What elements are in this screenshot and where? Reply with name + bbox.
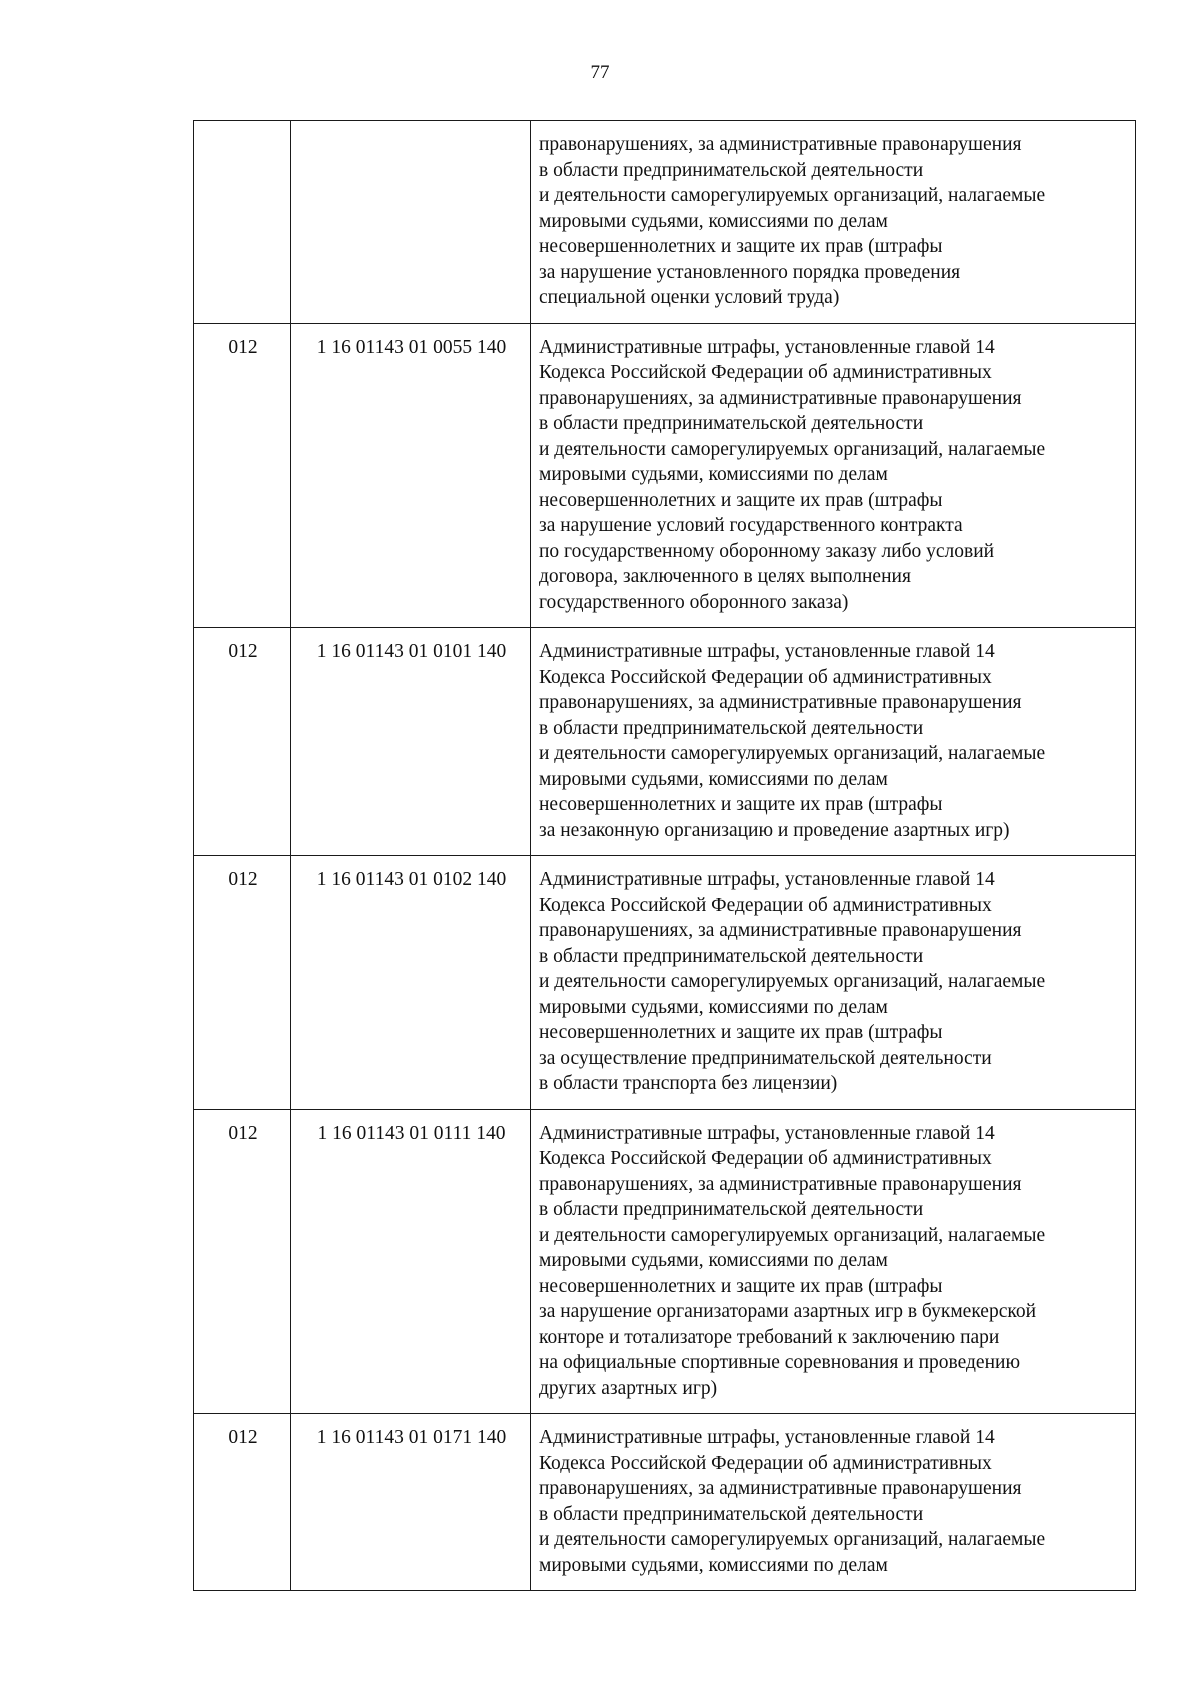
admin-code-cell: 012 (194, 323, 291, 628)
description-line: по государственному оборонному заказу либо условий (539, 540, 995, 562)
description-line: несовершеннолетних и защите их прав (штрафы (539, 1275, 943, 1297)
budget-classification-code-cell: 1 16 01143 01 0102 140 (291, 856, 531, 1110)
description-line: за нарушение организаторами азартных игр в букмекерской (539, 1301, 1037, 1322)
description-line: других азартных игр) (539, 1377, 718, 1399)
description-line: Кодекса Российской Федерации об административных (539, 362, 992, 383)
description-line: несовершеннолетних и защите их прав (штрафы (539, 1022, 943, 1043)
budget-classification-code-cell (291, 121, 531, 324)
description-line: правонарушениях, за административные правонарушения (539, 1478, 1022, 1499)
description-line: несовершеннолетних и защите их прав (штрафы (539, 489, 943, 511)
budget-classification-code-cell: 1 16 01143 01 0111 140 (291, 1109, 531, 1414)
description-line: за нарушение условий государственного контракта (539, 515, 963, 536)
page-number: 77 (590, 62, 610, 83)
description-line: за осуществление предпринимательской деятельности (539, 1047, 992, 1069)
admin-code-cell (194, 121, 291, 324)
budget-classification-code-cell: 1 16 01143 01 0101 140 (291, 628, 531, 856)
description-line: правонарушениях, за административные правонарушения (539, 387, 1022, 409)
table-row (194, 628, 1136, 856)
description-line: и деятельности саморегулируемых организаций, налагаемые (539, 971, 1046, 992)
description-line: в области предпринимательской деятельности (539, 159, 924, 181)
description-line: и деятельности саморегулируемых организаций, налагаемые (539, 438, 1046, 460)
description-line: за незаконную организацию и проведение азартных игр) (539, 819, 1010, 841)
description-line: договора, заключенного в целях выполнения (539, 566, 911, 587)
description-line: в области предпринимательской деятельности (539, 717, 924, 739)
description-line: Кодекса Российской Федерации об административных (539, 666, 992, 688)
description-line: мировыми судьями, комиссиями по делам (539, 768, 888, 790)
budget-classification-code-cell: 1 16 01143 01 0055 140 (291, 323, 531, 628)
description-line: Кодекса Российской Федерации об административных (539, 1148, 992, 1169)
admin-code-cell: 012 (194, 1109, 291, 1414)
admin-code-cell: 012 (194, 856, 291, 1110)
description-line: Административные штрафы, установленные главой 14 (539, 869, 995, 890)
description-line: правонарушениях, за административные правонарушения (539, 1173, 1022, 1195)
description-line: несовершеннолетних и защите их прав (штрафы (539, 236, 943, 257)
table-body (194, 121, 1136, 1591)
description-line: мировыми судьями, комиссиями по делам (539, 464, 888, 485)
description-line: в области предпринимательской деятельности (539, 1199, 924, 1220)
description-line: конторе и тотализаторе требований к заключению пари (539, 1326, 1000, 1348)
description-line: Административные штрафы, установленные главой 14 (539, 336, 995, 358)
description-line: Кодекса Российской Федерации об административных (539, 1452, 992, 1474)
description-line: Административные штрафы, установленные главой 14 (539, 1122, 995, 1144)
description-line: в области предпринимательской деятельности (539, 413, 924, 434)
description-line: и деятельности саморегулируемых организаций, налагаемые (539, 1529, 1046, 1550)
income-description-cell (531, 856, 1136, 1110)
table-row (194, 1109, 1136, 1414)
table-row (194, 121, 1136, 324)
description-line: несовершеннолетних и защите их прав (штрафы (539, 794, 943, 815)
description-line: мировыми судьями, комиссиями по делам (539, 996, 888, 1018)
income-description-cell (531, 1109, 1136, 1414)
description-line: Кодекса Российской Федерации об административных (539, 894, 992, 916)
description-line: и деятельности саморегулируемых организаций, налагаемые (539, 1224, 1046, 1246)
description-line: на официальные спортивные соревнования и проведению (539, 1352, 1021, 1373)
income-description-cell (531, 323, 1136, 628)
budget-classification-code-cell: 1 16 01143 01 0171 140 (291, 1414, 531, 1591)
budget-codes-table (193, 120, 1136, 1591)
admin-code-cell: 012 (194, 628, 291, 856)
description-line: правонарушениях, за административные правонарушения (539, 692, 1022, 713)
description-line: мировыми судьями, комиссиями по делам (539, 210, 888, 232)
income-description-cell (531, 121, 1136, 324)
income-description-cell (531, 628, 1136, 856)
description-line: в области предпринимательской деятельности (539, 1503, 924, 1525)
description-line: специальной оценки условий труда) (539, 287, 840, 308)
income-description-cell (531, 1414, 1136, 1591)
description-line: мировыми судьями, комиссиями по делам (539, 1554, 888, 1576)
description-line: Административные штрафы, установленные главой 14 (539, 641, 995, 662)
description-line: за нарушение установленного порядка проведения (539, 261, 961, 283)
description-line: Административные штрафы, установленные главой 14 (539, 1427, 995, 1448)
description-line: и деятельности саморегулируемых организаций, налагаемые (539, 743, 1046, 764)
admin-code-cell: 012 (194, 1414, 291, 1591)
description-line: в области транспорта без лицензии) (539, 1073, 838, 1094)
table-row (194, 1414, 1136, 1591)
description-line: мировыми судьями, комиссиями по делам (539, 1250, 888, 1271)
description-line: правонарушениях, за административные правонарушения (539, 920, 1022, 941)
table-row (194, 323, 1136, 628)
description-line: государственного оборонного заказа) (539, 591, 849, 613)
description-line: в области предпринимательской деятельности (539, 945, 924, 967)
description-line: правонарушениях, за административные правонарушения (539, 134, 1022, 155)
description-line: и деятельности саморегулируемых организаций, налагаемые (539, 185, 1046, 206)
table-row (194, 856, 1136, 1110)
